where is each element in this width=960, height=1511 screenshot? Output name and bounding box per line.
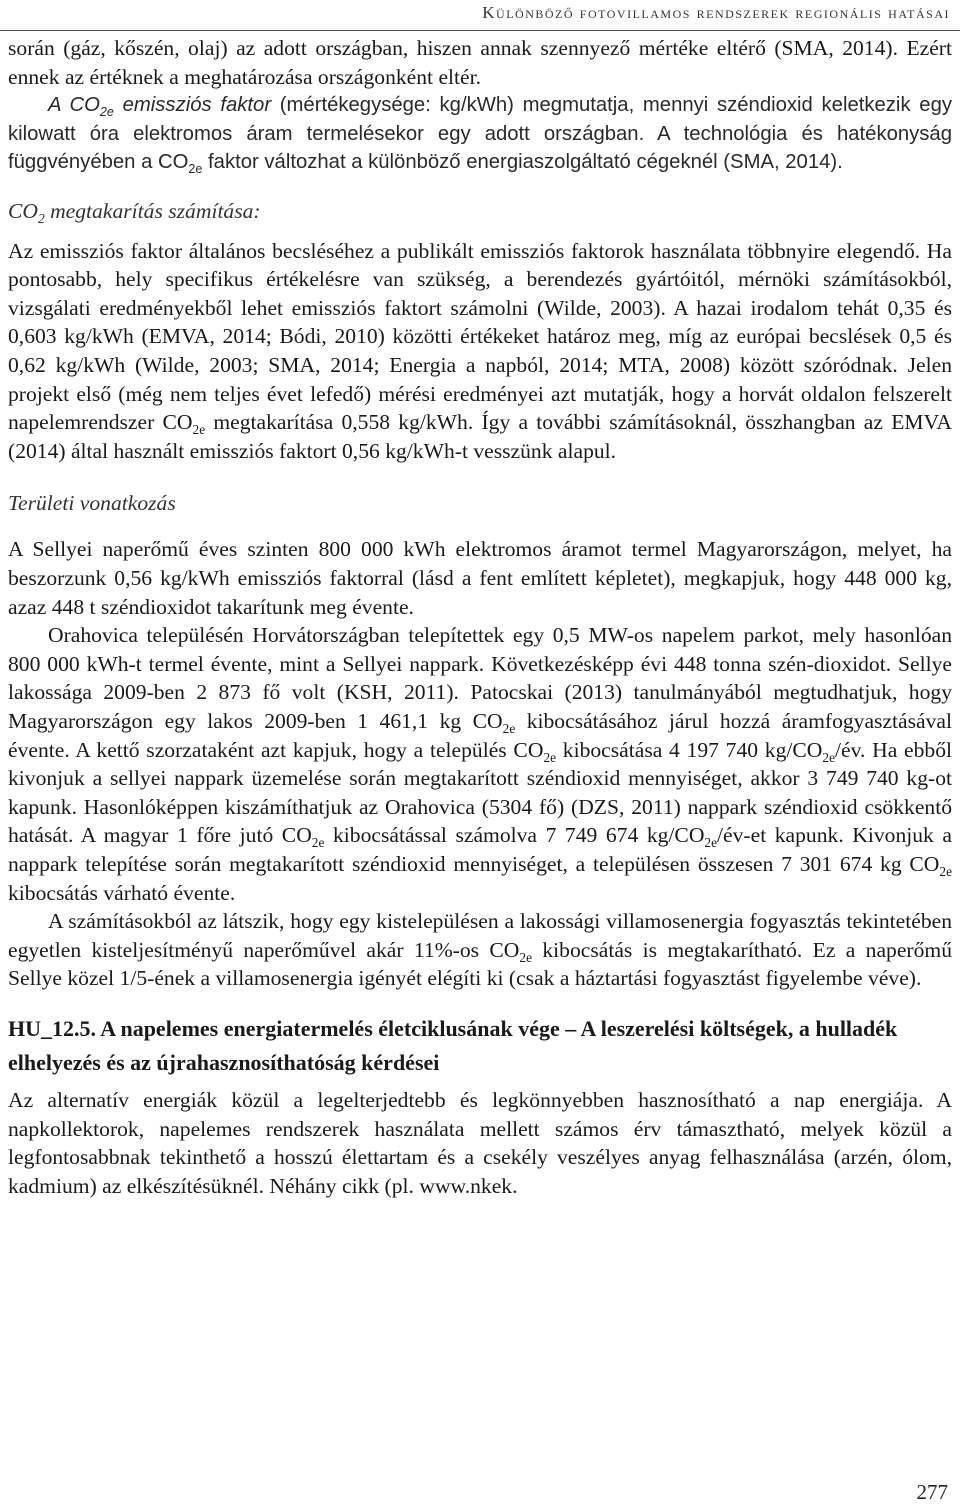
running-header-title: Különböző fotovillamos rendszerek regionális hatásai: [482, 3, 950, 22]
intro-paragraph-1: során (gáz, kőszén, olaj) az adott országban, hiszen annak szennyező mértéke eltérő (SMA, 2014). Ezért ennek az értéknek a meghatározása országonként eltér.: [8, 36, 952, 89]
header-divider: [0, 30, 960, 31]
running-header: [0, 0, 960, 30]
territorial-heading: Területi vonatkozás: [8, 491, 176, 516]
co2-savings-paragraph: Az emissziós faktor általános becsléséhez a publikált emissziós faktorok használata többnyire elegendő. Ha pontosabb, hely specifikus értékelésre van szükség, a berendezés gyártóitól, mérnöki számításokból, vizsgálati eredményekből lehet emissziós faktort számolni (Wilde, 2003). A hazai irodalom tehát 0,35 és 0,603 kg/kWh (EMVA, 2014; Bódi, 2010) közötti értékeket határoz meg, míg az európai becslések 0,5 és 0,62 kg/kWh (Wilde, 2003; SMA, 2014; Energia a napból, 2014; MTA, 2008) között szóródnak. Jelen projekt első (még nem teljes évet lefedő) mérési eredményei azt mutatják, hogy a horvát oldalon felszerelt napelemrendszer $CO_{2e}$ megtakarítása 0,558 kg/kWh. Így a további számításoknál, összhangban az EMVA (2014) által használt emissziós faktort 0,56 kg/kWh-t vesszünk alapul.: [8, 238, 952, 463]
territorial-paragraph-2: Orahovica településén Horvátországban telepítettek egy 0,5 MW-os napelem parkot, mely hasonlóan 800 000 kWh-t termel évente, mint a Sellyei nappark. Következésképp évi 448 tonna szén-dioxidot. Sellye lakossága 2009-ben 2 873 fő volt (KSH, 2011). Patocskai (2013) tanulmányából megtudhatjuk, hogy Magyarországon egy lakos 2009-ben 1 461,1 kg $CO_{2e}$ kibocsátásához járul hozzá áramfogyasztásával évente. A kettő szorzataként azt kapjuk, hogy a település $CO_{2e}$ kibocsátása 4 197 740 $kg/CO_{2e}/év$. Ha ebből kivonjuk a sellyei nappark üzemelése során megtakarított széndioxid mennyiséget, akkor 3 749 740 kg-ot kapunk. Hasonlóképpen kiszámíthatjuk az Orahovica (5304 fő) (DZS, 2011) nappark széndioxid csökkentő hatását. A magyar 1 főre jutó $CO_{2e}$ kibocsátással számolva 7 749 674 $kg/CO_{2e}/év-et$ kapunk. Kivonjuk a nappark telepítése során megtakarított széndioxid mennyiséget, a településen összesen 7 301 674 kg $CO_{2e}$ kibocsátás várható évente.: [8, 623, 953, 905]
co2-savings-heading: $CO_2$ megtakarítás számítása:: [8, 198, 261, 226]
page-content: [8, 34, 952, 1200]
emission-factor-term: A $CO_{2e}$ emissziós faktor: [48, 94, 272, 119]
section-heading-hu-12-5: HU_12.5. A napelemes energiatermelés életciklusának vége – A leszerelési költségek, a hulladék elhelyezés és az újrahasznosíthatóság kérdései: [8, 1015, 898, 1075]
territorial-paragraph-3: A számításokból az látszik, hogy egy kistelepülésen a lakossági villamosenergia fogyasztás tekintetében egyetlen kisteljesítményű naperőművel akár 11%-os $CO_{2e}$ kibocsátás is megtakarítható. Ez a naperőmű Sellye közel 1/5-ének a villamosenergia igényét elégíti ki (csak a háztartási fogyasztást figyelembe véve).: [8, 909, 952, 991]
intro-paragraph-2: A $CO_{2e}$ emissziós faktor (mértékegysége: kg/kWh) megmutatja, mennyi széndioxid keletkezik egy kilowatt óra elektromos áram termelésekor egy adott országban. A technológia és hatékonyság függvényében a $CO_{2e}$ faktor változhat a különböző energiaszolgáltató cégeknél (SMA, 2014).: [8, 94, 952, 176]
page-number: 277: [916, 1480, 948, 1504]
territorial-paragraph-1: A Sellyei naperőmű éves szinten 800 000 kWh elektromos áramot termel Magyarországon, melyet, ha beszorzunk 0,56 kg/kWh emissziós faktorral (lásd a fent említett képletet), megkapjuk, hogy 448 000 kg, azaz 448 t széndioxidot takarítunk meg évente.: [8, 537, 952, 619]
section-hu-paragraph-1: Az alternatív energiák közül a legelterjedtebb és legkönnyebben hasznosítható a nap energiája. A napkollektorok, napelemes rendszerek használata mellett számos érv támasztható, melyek közül a legfontosabbnak tekinthető a hosszú élettartam és a csekély veszélyes anyag felhasználása (arzén, ólom, kadmium) az elkészítésüknél. Néhány cikk (pl. www.nkek.: [8, 1087, 952, 1198]
